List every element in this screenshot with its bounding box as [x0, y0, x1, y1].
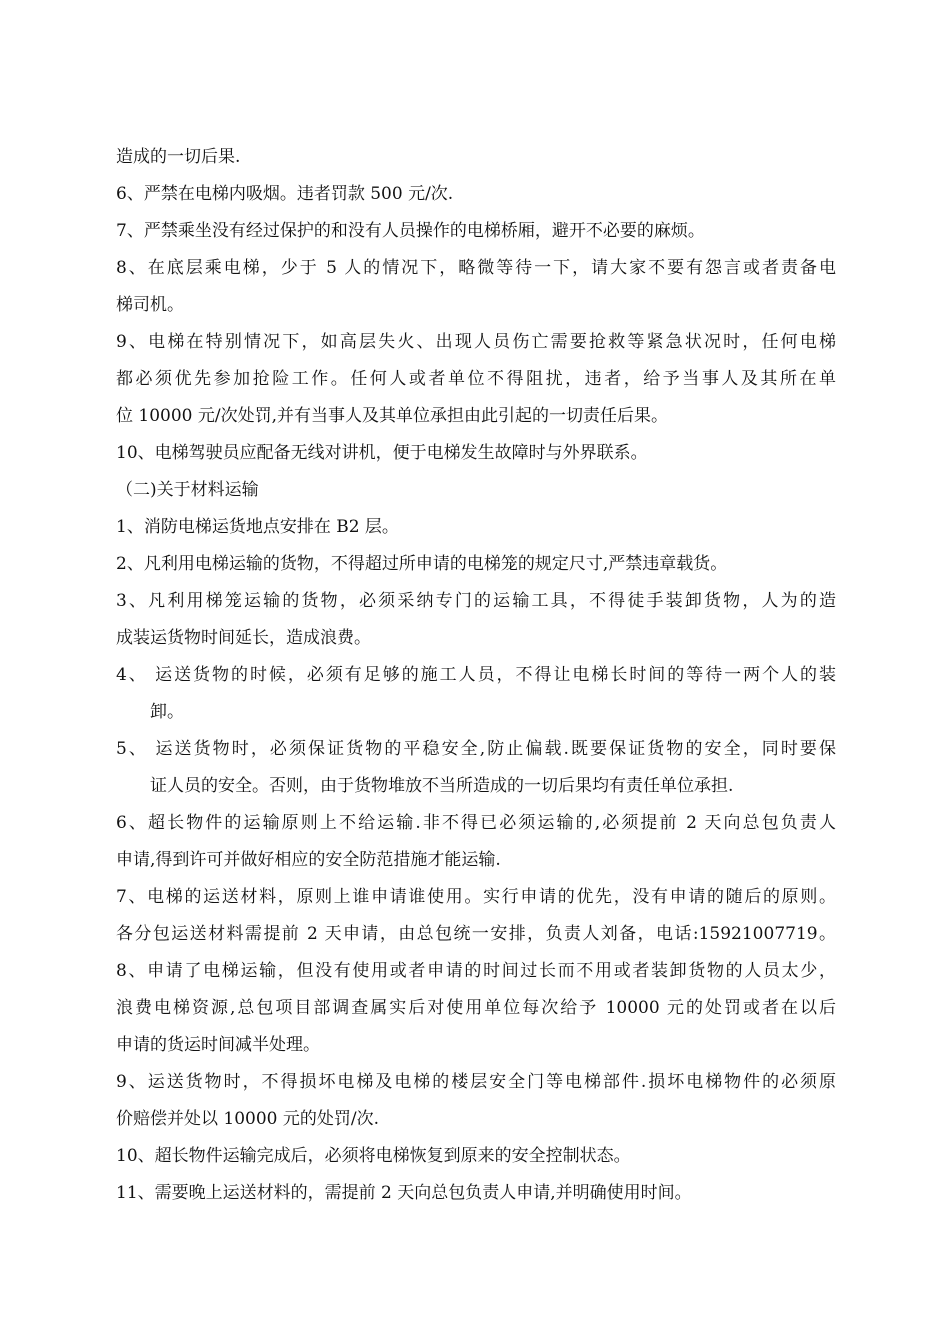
text-line: 7、严禁乘坐没有经过保护的和没有人员操作的电梯桥厢，避开不必要的麻烦。 [116, 221, 705, 241]
text-line: 11、需要晚上运送材料的，需提前 2 天向总包负责人申请,并明确使用时间。 [116, 1183, 692, 1203]
text-line: 8、申请了电梯运输，但没有使用或者申请的时间过长而不用或者装卸货物的人员太少， [116, 961, 836, 981]
text-line: 浪费电梯资源,总包项目部调查属实后对使用单位每次给予 10000 元的处罚或者在以后 [116, 998, 836, 1018]
text-line: 4、 运送货物的时候，必须有足够的施工人员，不得让电梯长时间的等待一两个人的装 [116, 665, 836, 685]
text-line: 3、凡利用梯笼运输的货物，必须采纳专门的运输工具，不得徒手装卸货物，人为的造 [116, 591, 836, 611]
text-line: 7、电梯的运送材料，原则上谁申请谁使用。实行申请的优先，没有申请的随后的原则。 [116, 887, 836, 907]
text-line: 位 10000 元/次处罚,并有当事人及其单位承担由此引起的一切责任后果。 [116, 406, 669, 426]
text-line: 申请的货运时间减半处理。 [116, 1035, 320, 1055]
text-line: 成装运货物时间延长，造成浪费。 [116, 628, 371, 648]
text-line: 8、在底层乘电梯，少于 5 人的情况下，略微等待一下，请大家不要有怨言或者责备电 [116, 258, 836, 278]
text-line: 9、运送货物时，不得损坏电梯及电梯的楼层安全门等电梯部件.损坏电梯物件的必须原 [116, 1072, 836, 1092]
text-line: 10、电梯驾驶员应配备无线对讲机，便于电梯发生故障时与外界联系。 [116, 443, 648, 463]
text-line: 2、凡利用电梯运输的货物，不得超过所申请的电梯笼的规定尺寸,严禁违章载货。 [116, 554, 728, 574]
text-line: 9、电梯在特别情况下，如高层失火、出现人员伤亡需要抢救等紧急状况时，任何电梯 [116, 332, 836, 352]
text-line: 各分包运送材料需提前 2 天申请，由总包统一安排，负责人刘备，电话:15921007719。 [116, 924, 836, 944]
text-line: 5、 运送货物时，必须保证货物的平稳安全,防止偏载.既要保证货物的安全，同时要保 [116, 739, 836, 759]
text-line: 申请,得到许可并做好相应的安全防范措施才能运输. [116, 850, 501, 870]
text-line: 造成的一切后果. [116, 147, 241, 167]
text-line: 6、严禁在电梯内吸烟。违者罚款 500 元/次. [116, 184, 454, 204]
text-line: 卸。 [150, 702, 184, 722]
text-line: 10、超长物件运输完成后，必须将电梯恢复到原来的安全控制状态。 [116, 1146, 631, 1166]
text-line: 证人员的安全。否则，由于货物堆放不当所造成的一切后果均有责任单位承担. [150, 776, 734, 796]
text-line: 6、超长物件的运输原则上不给运输.非不得已必须运输的,必须提前 2 天向总包负责人 [116, 813, 836, 833]
text-line: 梯司机。 [116, 295, 184, 315]
text-line: 1、消防电梯运货地点安排在 B2 层。 [116, 517, 399, 537]
text-line: 都必须优先参加抢险工作。任何人或者单位不得阻扰，违者，给予当事人及其所在单 [116, 369, 836, 389]
section-heading: （二)关于材料运输 [116, 480, 259, 500]
text-line: 价赔偿并处以 10000 元的处罚/次. [116, 1109, 380, 1129]
